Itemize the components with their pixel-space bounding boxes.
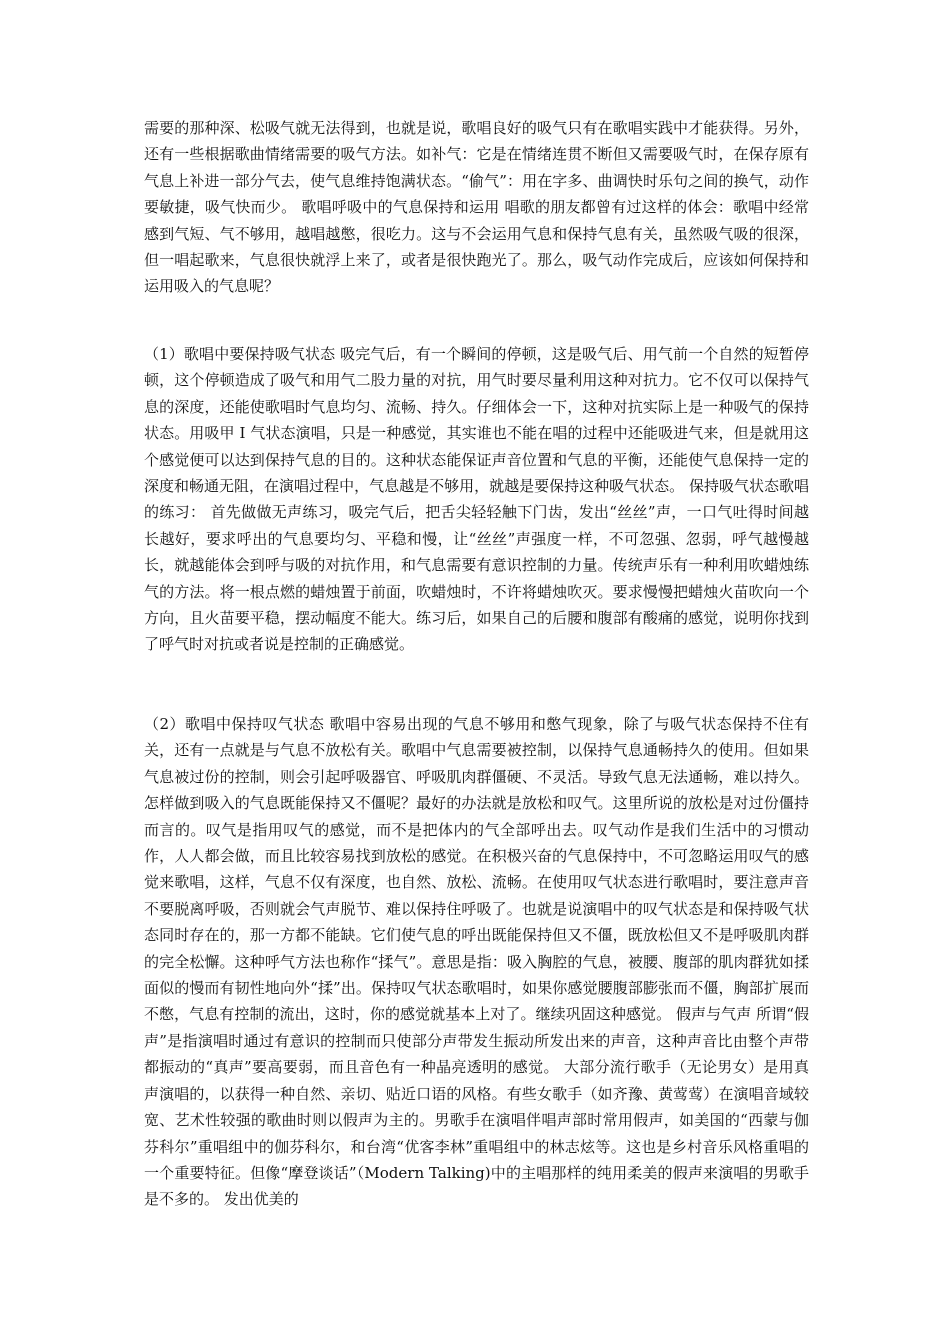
body-paragraph: （2）歌唱中保持叹气状态 歌唱中容易出现的气息不够用和憋气现象，除了与吸气状态保持不住有关，还有一点就是与气息不放松有关。歌唱中气息需要被控制，以保持气息通畅持久的使用。但如果气息被过份的控制，则会引起呼吸器官、呼吸肌肉群僵硬、不灵活。导致气息无法通畅，难以持久。怎样做到吸入的气息既能保持又不僵呢？最好的办法就是放松和叹气。这里所说的放松是对过份僵持而言的。叹气是指用叹气的感觉，而不是把体内的气全部呼出去。叹气动作是我们生活中的习惯动作，人人都会做，而且比较容易找到放松的感觉。在积极兴奋的气息保持中，不可忽略运用叹气的感觉来歌唱，这样，气息不仅有深度，也自然、放松、流畅。在使用叹气状态进行歌唱时，要注意声音不要脱离呼吸，否则就会气声脱节、难以保持住呼吸了。也就是说演唱中的叹气状态是和保持吸气状态同时存在的，那一方都不能缺。它们使气息的呼出既能保持但又不僵，既放松但又不是呼吸肌肉群的完全松懈。这种呼气方法也称作“揉气”。意思是指：吸入胸腔的气息，被腰、腹部的肌肉群犹如揉面似的慢而有韧性地向外“揉”出。保持叹气状态歌唱时，如果你感觉腰腹部膨张而不僵，胸部扩展而不憋，气息有控制的流出，这时，你的感觉就基本上对了。继续巩固这种感觉。 假声与气声 所谓“假声”是指演唱时通过有意识的控制而只使部分声带发生振动所发出来的声音，这种声音比由整个声带都振动的“真声”要高要弱，而且音色有一种晶亮透明的感觉。 大部分流行歌手（无论男女）是用真声演唱的，以获得一种自然、亲切、贴近口语的风格。有些女歌手（如齐豫、黄莺莺）在演唱音域较宽、艺术性较强的歌曲时则以假声为主的。男歌手在演唱伴唱声部时常用假声，如美国的“西蒙与伽芬科尔”重唱组中的伽芬科尔，和台湾“优客李林”重唱组中的林志炫等。这也是乡村音乐风格重唱的一个重要特征。但像“摩登谈话”（Modern Talking)中的主唱那样的纯用柔美的假声来演唱的男歌手是不多的。 发出优美的	[144, 715, 809, 1209]
body-paragraph: 需要的那种深、松吸气就无法得到，也就是说，歌唱良好的吸气只有在歌唱实践中才能获得。另外，还有一些根据歌曲情绪需要的吸气方法。如补气：它是在情绪连贯不断但又需要吸气时，在保存原有气息上补进一部分气去，使气息维持饱满状态。“偷气”：用在字多、曲调快时乐句之间的换气，动作要敏捷，吸气快而少。 歌唱呼吸中的气息保持和运用 唱歌的朋友都曾有过这样的体会：歌唱中经常感到气短、气不够用，越唱越憋，很吃力。这与不会运用气息和保持气息有关，虽然吸气吸的很深，但一唱起歌来，气息很快就浮上来了，或者是很快跑光了。那么，吸气动作完成后，应该如何保持和运用吸入的气息呢？	[144, 119, 809, 296]
body-paragraph: （1）歌唱中要保持吸气状态 吸完气后，有一个瞬间的停顿，这是吸气后、用气前一个自然的短暂停顿，这个停顿造成了吸气和用气二股力量的对抗，用气时要尽量利用这种对抗力。它不仅可以保持气息的深度，还能使歌唱时气息均匀、流畅、持久。仔细体会一下，这种对抗实际上是一种吸气的保持状态。用吸甲 I 气状态演唱，只是一种感觉，其实谁也不能在唱的过程中还能吸进气来，但是就用这个感觉便可以达到保持气息的目的。这种状态能保证声音位置和气息的平衡，还能使气息保持一定的深度和畅通无阻，在演唱过程中，气息越是不够用，就越是要保持这种吸气状态。 保持吸气状态歌唱的练习： 首先做做无声练习，吸完气后，把舌尖轻轻触下门齿，发出“丝丝”声，一口气吐得时间越长越好，要求呼出的气息要均匀、平稳和慢，让“丝丝”声强度一样，不可忽强、忽弱，呼气越慢越长，就越能体会到呼与吸的对抗作用，和气息需要有意识控制的力量。传统声乐有一种利用吹蜡烛练气的方法。将一根点燃的蜡烛置于前面，吹蜡烛时，不许将蜡烛吹灭。要求慢慢把蜡烛火苗吹向一个方向，且火苗要平稳，摆动幅度不能大。练习后，如果自己的后腰和腹部有酸痛的感觉，说明你找到了呼气时对抗或者说是控制的正确感觉。	[144, 345, 809, 654]
